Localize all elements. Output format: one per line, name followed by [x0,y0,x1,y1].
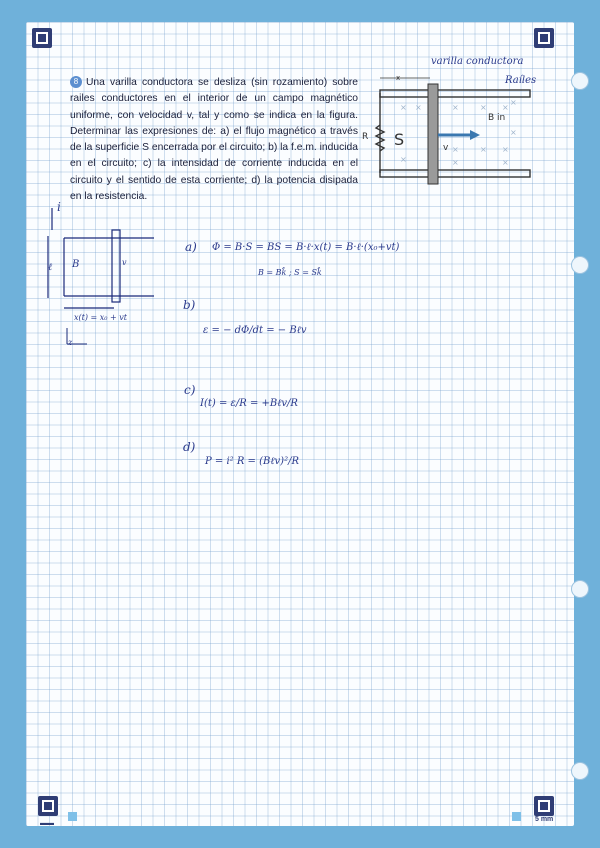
svg-text:×: × [400,103,407,112]
binder-hole [571,256,589,274]
blue-square-left [68,812,77,821]
svg-text:×: × [480,103,487,112]
solution-a-note: B = Bk̂ ; S = Sk̂ [258,268,322,277]
problem-statement [70,75,358,205]
brand-left: ▬▬ [40,820,54,827]
svg-text:×: × [510,98,517,107]
sketch-current-label: i [57,200,61,214]
svg-text:×: × [452,103,459,112]
svg-text:×: × [502,158,509,167]
svg-text:×: × [502,103,509,112]
solution-a-label: a) [185,240,197,254]
label-x: x [396,74,401,82]
brand-right: 5 mm [535,816,554,823]
rod-annotation: varilla conductora [431,56,524,67]
blue-square-right [512,812,521,821]
solution-c-equation: I(t) = ε/R = +Bℓv/R [200,398,298,409]
solution-b-label: b) [183,298,196,312]
label-r: R [362,132,369,142]
solution-d-equation: P = i² R = (Bℓv)²/R [205,456,299,467]
corner-mark-top-left [32,28,52,48]
solution-d-label: d) [183,440,196,454]
svg-text:×: × [452,145,459,154]
svg-text:×: × [510,128,517,137]
label-s: S [394,130,405,149]
svg-text:×: × [400,155,407,164]
svg-text:×: × [480,145,487,154]
sketch-position-label: x(t) = x₀ + vt [74,313,127,322]
sketch-field-label: B [72,259,80,270]
corner-mark-top-right [534,28,554,48]
sketch-axis-label: z [68,338,73,347]
problem-text: Una varilla conductora se desliza (sin rozamiento) sobre railes conductores en el interior de un campo magnético uniforme, con velocidad v, tal y como se indica en la figura. Determinar las expresiones de: a) el flujo magnético a través de la superficie S encerrada por el circuito; b) la f.e.m. inducida en el circuito; c) la intensidad de corriente inducida en el circuito y el sentido de esta corriente; d) la potencia disipada en la resistencia. [70,77,358,203]
svg-text:×: × [452,158,459,167]
svg-text:×: × [502,145,509,154]
solution-a-equation: Φ = B·S = BS = B·ℓ·x(t) = B·ℓ·(x₀+vt) [212,242,400,253]
binder-hole [571,580,589,598]
binder-hole [571,762,589,780]
problem-number: 8 [70,76,82,88]
solution-b-equation: ε = − dΦ/dt = − Bℓv [203,325,307,336]
sketch-length-label: ℓ [48,262,53,273]
binder-hole [571,72,589,90]
corner-mark-bottom-right [534,796,554,816]
corner-mark-bottom-left [38,796,58,816]
svg-text:×: × [415,103,422,112]
sketch-velocity-label: v [122,258,127,267]
rails-annotation: Raíles [505,75,537,86]
solution-c-label: c) [184,383,196,397]
label-b-in: B in [488,113,506,123]
label-v: v [443,143,449,153]
